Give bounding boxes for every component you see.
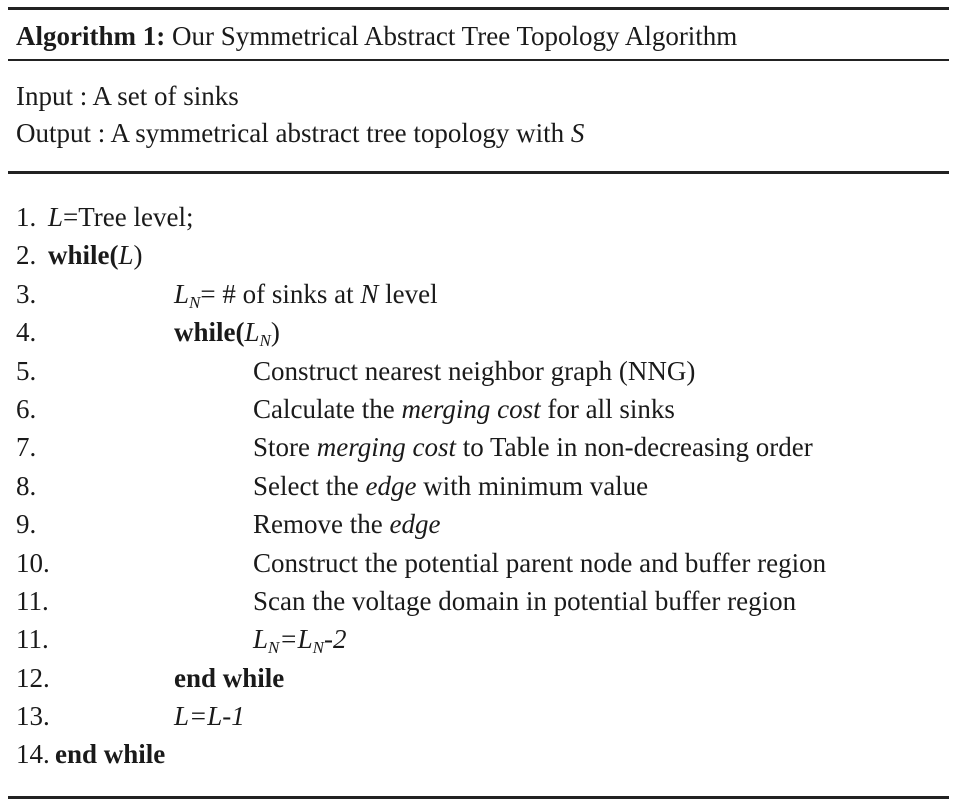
- step-13: [16, 697, 946, 735]
- step-body: Calculate the merging cost for all sinks: [253, 393, 675, 424]
- step-number: 6.: [16, 393, 37, 424]
- step-body: end while: [55, 739, 166, 770]
- output-text: A symmetrical abstract tree topology with: [110, 118, 565, 148]
- output-label: Output: [16, 118, 92, 148]
- step-6: [16, 390, 946, 428]
- algorithm-label: Algorithm 1:: [16, 21, 166, 51]
- step-body: Construct the potential parent node and buffer region: [253, 547, 827, 578]
- step-body: Select the edge with minimum value: [253, 470, 649, 501]
- step-body: $L_N=$ # of sinks at N level: [174, 278, 438, 312]
- step-number: 13.: [16, 701, 50, 732]
- step-3: [16, 275, 946, 313]
- step-11: [16, 582, 946, 620]
- header-rule: [8, 59, 949, 61]
- output-var: S: [570, 118, 585, 148]
- step-10: [16, 544, 946, 582]
- step-body: L=L-1: [174, 701, 245, 732]
- step-number: 12.: [16, 662, 50, 693]
- step-body: $L_N=L_N-2$: [253, 624, 347, 658]
- step-number: 1.: [16, 202, 37, 232]
- step-1: [16, 198, 946, 236]
- output-line: Output : A symmetrical abstract tree topology with S: [16, 118, 585, 148]
- step-number: 3.: [16, 278, 37, 309]
- step-14: [16, 735, 946, 773]
- step-12: [16, 659, 946, 697]
- step-body: while(L): [48, 240, 143, 271]
- step-2: [16, 236, 946, 274]
- step-body: Remove the edge: [253, 509, 441, 540]
- step-number: 7.: [16, 432, 37, 463]
- top-rule: [8, 7, 949, 10]
- step-number: 9.: [16, 509, 37, 540]
- algorithm-steps: [16, 198, 946, 774]
- step-number: 11.: [16, 585, 49, 616]
- algorithm-name: Our Symmetrical Abstract Tree Topology Algorithm: [171, 21, 738, 51]
- input-label: Input: [16, 81, 73, 111]
- step-11b: [16, 620, 946, 658]
- step-body: Construct nearest neighbor graph (NNG): [253, 355, 696, 386]
- input-line: Input : A set of sinks: [16, 81, 239, 111]
- step-number: 2.: [16, 240, 37, 271]
- step-9: [16, 505, 946, 543]
- step-number: 4.: [16, 317, 37, 348]
- step-body: end while: [174, 662, 285, 693]
- step-number: 14.: [16, 739, 50, 770]
- step-number: 5.: [16, 355, 37, 386]
- step-body: L=Tree level;: [48, 202, 194, 232]
- step-5: [16, 352, 946, 390]
- input-text: A set of sinks: [92, 81, 239, 111]
- bottom-rule: [8, 796, 949, 799]
- step-4: [16, 313, 946, 351]
- step-body: $while(L_N)$: [174, 317, 280, 351]
- step-number: 8.: [16, 470, 37, 501]
- step-7: [16, 428, 946, 466]
- step-body: Store merging cost to Table in non-decreasing order: [253, 432, 813, 463]
- step-number: 10.: [16, 547, 50, 578]
- step-number: 11.: [16, 624, 49, 655]
- step-body: Scan the voltage domain in potential buffer region: [253, 585, 797, 616]
- io-rule: [8, 171, 949, 174]
- algorithm-title: [16, 20, 737, 52]
- step-8: [16, 467, 946, 505]
